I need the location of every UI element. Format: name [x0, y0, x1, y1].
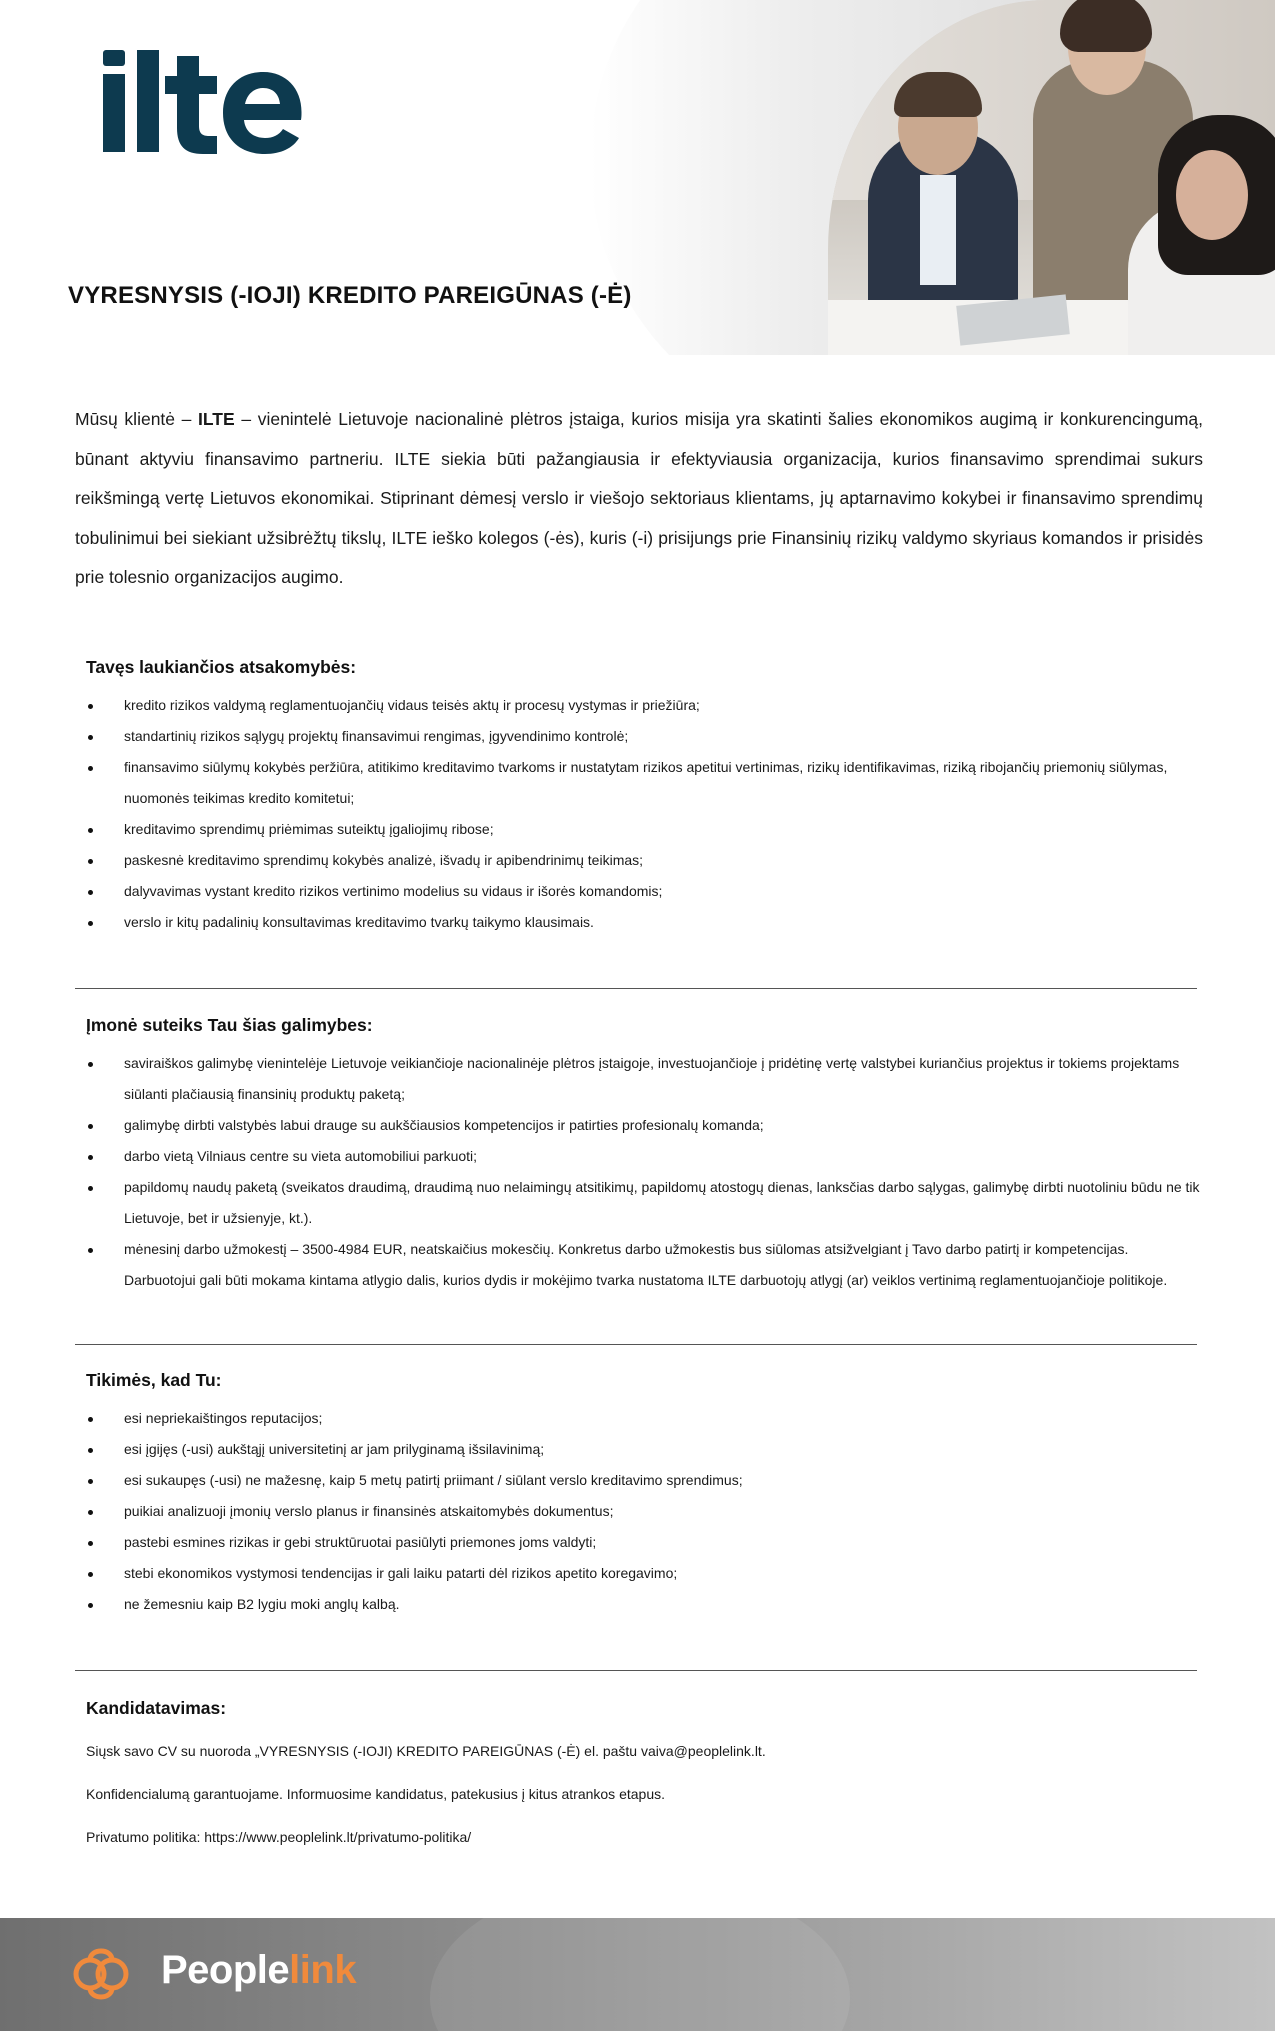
responsibilities-heading: Tavęs laukiančios atsakomybės: — [86, 657, 357, 677]
bullet-icon — [88, 921, 93, 926]
bullet-icon — [88, 890, 93, 895]
list-item-text: finansavimo siūlymų kokybės peržiūra, atitikimo kreditavimo tvarkoms ir nustatytam rizikos apetitui vertinimas, rizikų identifikavimas, riziką ribojančių priemonių siūlymas, nuomonės teikimas kredito komitetui; — [124, 759, 1168, 806]
section-divider — [75, 1344, 1197, 1345]
client-name: ILTE — [198, 409, 235, 429]
list-item — [86, 690, 1201, 721]
bullet-icon — [88, 1541, 93, 1546]
expectations-heading: Tikimės, kad Tu: — [86, 1370, 222, 1390]
list-item — [86, 1496, 1201, 1527]
list-item — [86, 1465, 1201, 1496]
bullet-icon — [88, 1510, 93, 1515]
bullet-icon — [88, 1155, 93, 1160]
application-instructions: Siųsk savo CV su nuoroda „VYRESNYSIS (-IOJI) KREDITO PAREIGŪNAS (-Ė) el. paštu vaiva@peoplelink.lt. — [86, 1743, 766, 1759]
list-item — [86, 1110, 1201, 1141]
list-item-text: standartinių rizikos sąlygų projektų finansavimui rengimas, įgyvendinimo kontrolė; — [124, 728, 629, 744]
bullet-icon — [88, 704, 93, 709]
list-item-text: esi sukaupęs (-usi) ne mažesnę, kaip 5 metų patirtį priimant / siūlant verslo kreditavimo sprendimus; — [124, 1472, 743, 1488]
list-item — [86, 1527, 1201, 1558]
offers-heading: Įmonė suteiks Tau šias galimybes: — [86, 1015, 373, 1035]
bullet-icon — [88, 828, 93, 833]
list-item-text: kredito rizikos valdymą reglamentuojančių vidaus teisės aktų ir procesų vystymas ir priežiūra; — [124, 697, 700, 713]
list-item-text: esi įgijęs (-usi) aukštąjį universitetinį ar jam prilyginamą išsilavinimą; — [124, 1441, 545, 1457]
list-item — [86, 1403, 1201, 1434]
bullet-icon — [88, 1062, 93, 1067]
bullet-icon — [88, 1572, 93, 1577]
offers-section — [86, 1015, 1201, 1296]
section-divider — [75, 1670, 1197, 1671]
confidentiality-note: Konfidencialumą garantuojame. Informuosime kandidatus, patekusius į kitus atrankos etapus. — [86, 1786, 665, 1802]
footer-banner — [0, 1918, 1275, 2031]
list-item — [86, 1234, 1201, 1296]
list-item — [86, 814, 1201, 845]
list-item-text: saviraiškos galimybę vienintelėje Lietuvoje veikiančioje nacionalinėje plėtros įstaigoje, investuojančioje į pridėtinę vertę valstybei kuriančius projektus ir tokiems projektams siūlanti plačiausią finansinių produktų paketą; — [124, 1055, 1180, 1102]
expectations-section — [86, 1370, 1201, 1620]
list-item-text: mėnesinį darbo užmokestį – 3500-4984 EUR, neatskaičius mokesčių. Konkretus darbo užmokestis bus siūlomas atsižvelgiant į Tavo darbo patirtį ir kompetencijas. Darbuotojui gali būti mokama kintama atlygio dalis, kurios dydis ir mokėjimo tvarka nustatoma ILTE darbuotojų atlygį (ar) veiklos vertinimą reglamentuojančioje politikoje. — [124, 1241, 1168, 1288]
list-item — [86, 1589, 1201, 1620]
bullet-icon — [88, 1603, 93, 1608]
list-item-text: verslo ir kitų padalinių konsultavimas kreditavimo tvarkų taikymo klausimais. — [124, 914, 594, 930]
list-item — [86, 845, 1201, 876]
bullet-icon — [88, 1186, 93, 1191]
list-item-text: kreditavimo sprendimų priėmimas suteiktų įgaliojimų ribose; — [124, 821, 494, 837]
bullet-icon — [88, 1417, 93, 1422]
privacy-policy-link[interactable]: Privatumo politika: https://www.peoplelink.lt/privatumo-politika/ — [86, 1829, 472, 1845]
application-section — [86, 1698, 1201, 1847]
list-item — [86, 1048, 1201, 1110]
list-item-text: dalyvavimas vystant kredito rizikos vertinimo modelius su vidaus ir išorės komandomis; — [124, 883, 663, 899]
bullet-icon — [88, 859, 93, 864]
hero-photo — [828, 0, 1275, 355]
list-item — [86, 907, 1201, 938]
list-item — [86, 1434, 1201, 1465]
list-item-text: pastebi esmines rizikas ir gebi struktūruotai pasiūlyti priemones joms valdyti; — [124, 1534, 597, 1550]
list-item-text: galimybę dirbti valstybės labui drauge su aukščiausios kompetencijos ir patirties profesionalų komanda; — [124, 1117, 764, 1133]
list-item — [86, 1172, 1201, 1234]
section-divider — [75, 988, 1197, 989]
list-item-text: darbo vietą Vilniaus centre su vieta automobiliui parkuoti; — [124, 1148, 478, 1164]
list-item — [86, 1558, 1201, 1589]
bullet-icon — [88, 735, 93, 740]
bullet-icon — [88, 766, 93, 771]
list-item-text: stebi ekonomikos vystymosi tendencijas ir gali laiku patarti dėl rizikos apetito koregavimo; — [124, 1565, 678, 1581]
list-item-text: esi nepriekaištingos reputacijos; — [124, 1410, 323, 1426]
bullet-icon — [88, 1479, 93, 1484]
list-item — [86, 876, 1201, 907]
list-item — [86, 1141, 1201, 1172]
expectations-list — [86, 1403, 1201, 1620]
bullet-icon — [88, 1124, 93, 1129]
offers-list — [86, 1048, 1201, 1296]
list-item-text: puikiai analizuoji įmonių verslo planus ir finansinės atskaitomybės dokumentus; — [124, 1503, 614, 1519]
responsibilities-section — [86, 657, 1201, 938]
job-title: VYRESNYSIS (-IOJI) KREDITO PAREIGŪNAS (-Ė) — [68, 282, 632, 309]
list-item — [86, 721, 1201, 752]
peoplelink-logo-text: Peoplelink — [161, 1948, 357, 1992]
responsibilities-list — [86, 690, 1201, 938]
intro-paragraph: Mūsų klientė – ILTE – vienintelė Lietuvoje nacionalinė plėtros įstaiga, kurios misija yra skatinti šalies ekonomikos augimą ir konkurencingumą, būnant aktyviu finansavimo partneriu. ILTE siekia būti pažangiausia ir efektyviausia organizacija, kurios finansavimo sprendimai sukurs reikšmingą vertę Lietuvos ekonomikai. Stiprinant dėmesį verslo ir viešojo sektoriaus klientams, jų aptarnavimo kokybei ir finansavimo sprendimų tobulinimui bei siekiant užsibrėžtų tikslų, ILTE ieško kolegos (-ės), kuris (-i) prisijungs prie Finansinių rizikų valdymo skyriaus komandos ir prisidės prie tolesnio organizacijos augimo. — [75, 409, 1203, 587]
bullet-icon — [88, 1248, 93, 1253]
list-item — [86, 752, 1201, 814]
list-item-text: paskesnė kreditavimo sprendimų kokybės analizė, išvadų ir apibendrinimų teikimas; — [124, 852, 644, 868]
bullet-icon — [88, 1448, 93, 1453]
ilte-logo — [103, 42, 303, 162]
application-heading: Kandidatavimas: — [86, 1698, 227, 1718]
list-item-text: papildomų naudų paketą (sveikatos draudimą, draudimą nuo nelaimingų atsitikimų, papildomų atostogų dienas, lanksčias darbo sąlygas, galimybę dirbti nuotoliniu būdu ne tik Lietuvoje, bet ir užsienyje, kt.). — [124, 1179, 1200, 1226]
peoplelink-logo-icon — [68, 1938, 136, 2008]
list-item-text: ne žemesniu kaip B2 lygiu moki anglų kalbą. — [124, 1596, 400, 1612]
